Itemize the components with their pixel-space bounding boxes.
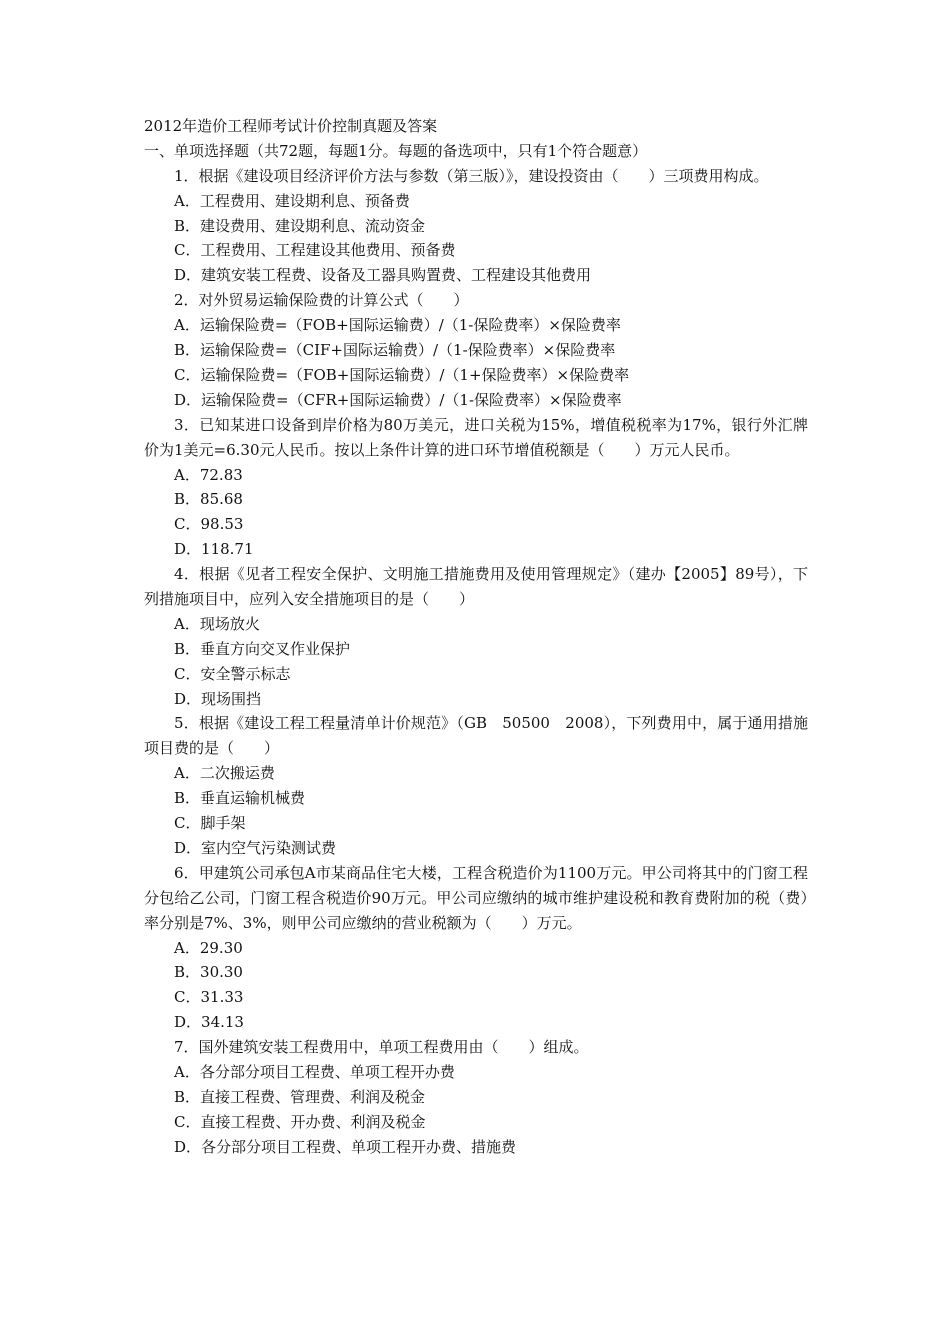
option-c: C．运输保险费=（FOB+国际运输费）/（1+保险费率）×保险费率: [174, 365, 630, 384]
document-title: 2012年造价工程师考试计价控制真题及答案: [144, 117, 438, 135]
option-b: B．垂直方向交叉作业保护: [174, 639, 351, 658]
option-c: C．31.33: [174, 988, 244, 1007]
option-b: B．30.30: [174, 963, 243, 982]
question-3: [144, 413, 808, 562]
option-a: A．二次搬运费: [174, 764, 275, 783]
option-a: A．运输保险费=（FOB+国际运输费）/（1-保险费率）×保险费率: [174, 316, 621, 335]
option-a: A．现场放火: [174, 614, 260, 633]
option-c: C．98.53: [174, 515, 244, 534]
option-a: A．工程费用、建设期利息、预备费: [174, 191, 410, 210]
section-heading: 一、单项选择题（共72题，每题1分。每题的备选项中，只有1个符合题意）: [144, 141, 648, 160]
option-a: A．72.83: [174, 465, 243, 484]
option-b: B．85.68: [174, 490, 243, 509]
document-page: [144, 114, 808, 1160]
question-text: 6．甲建筑公司承包A市某商品住宅大楼，工程含税造价为1100万元。甲公司将其中的门窗工程分包给乙公司，门窗工程含税造价90万元。甲公司应缴纳的城市维护建设税和教育费附加的税（费）率分别是7%、3%，则甲公司应缴纳的营业税额为（ ）万元。: [144, 863, 808, 932]
question-text: 5．根据《建设工程工程量清单计价规范》（GB 50500 2008），下列费用中，属于通用措施项目费的是（ ）: [144, 714, 808, 758]
option-d: D．现场围挡: [174, 689, 262, 708]
option-b: B．运输保险费=（CIF+国际运输费）/（1-保险费率）×保险费率: [174, 341, 616, 360]
question-1: [144, 164, 808, 288]
question-6: [144, 861, 808, 1035]
option-d: D．运输保险费=（CFR+国际运输费）/（1-保险费率）×保险费率: [174, 390, 622, 409]
option-d: D．118.71: [174, 540, 254, 559]
option-b: B．直接工程费、管理费、利润及税金: [174, 1087, 426, 1106]
option-b: B．垂直运输机械费: [174, 789, 306, 808]
option-c: C．直接工程费、开办费、利润及税金: [174, 1112, 426, 1131]
question-5: [144, 711, 808, 860]
question-text: 2．对外贸易运输保险费的计算公式（ ）: [174, 291, 469, 310]
question-text: 3．已知某进口设备到岸价格为80万美元，进口关税为15%，增值税税率为17%，银行外汇牌价为1美元=6.30元人民币。按以上条件计算的进口环节增值税额是（ ）万元人民币。: [144, 415, 808, 459]
question-4: [144, 562, 808, 711]
option-d: D．各分部分项目工程费、单项工程开办费、措施费: [174, 1137, 517, 1156]
option-c: C．工程费用、工程建设其他费用、预备费: [174, 241, 456, 260]
option-c: C．脚手架: [174, 814, 246, 833]
option-a: A．29.30: [174, 938, 243, 957]
option-c: C．安全警示标志: [174, 664, 291, 683]
question-text: 4．根据《见者工程安全保护、文明施工措施费用及使用管理规定》（建办【2005】89号），下列措施项目中，应列入安全措施项目的是（ ）: [144, 565, 808, 608]
question-7: [144, 1035, 808, 1159]
option-a: A．各分部分项目工程费、单项工程开办费: [174, 1063, 455, 1082]
question-text: 1．根据《建设项目经济评价方法与参数（第三版）》，建设投资由（ ）三项费用构成。: [174, 166, 769, 185]
question-text: 7．国外建筑安装工程费用中，单项工程费用由（ ）组成。: [174, 1038, 589, 1057]
question-2: [144, 288, 808, 412]
option-d: D．34.13: [174, 1013, 244, 1032]
option-d: D．建筑安装工程费、设备及工器具购置费、工程建设其他费用: [174, 266, 592, 285]
option-d: D．室内空气污染测试费: [174, 838, 337, 857]
option-b: B．建设费用、建设期利息、流动资金: [174, 216, 426, 235]
